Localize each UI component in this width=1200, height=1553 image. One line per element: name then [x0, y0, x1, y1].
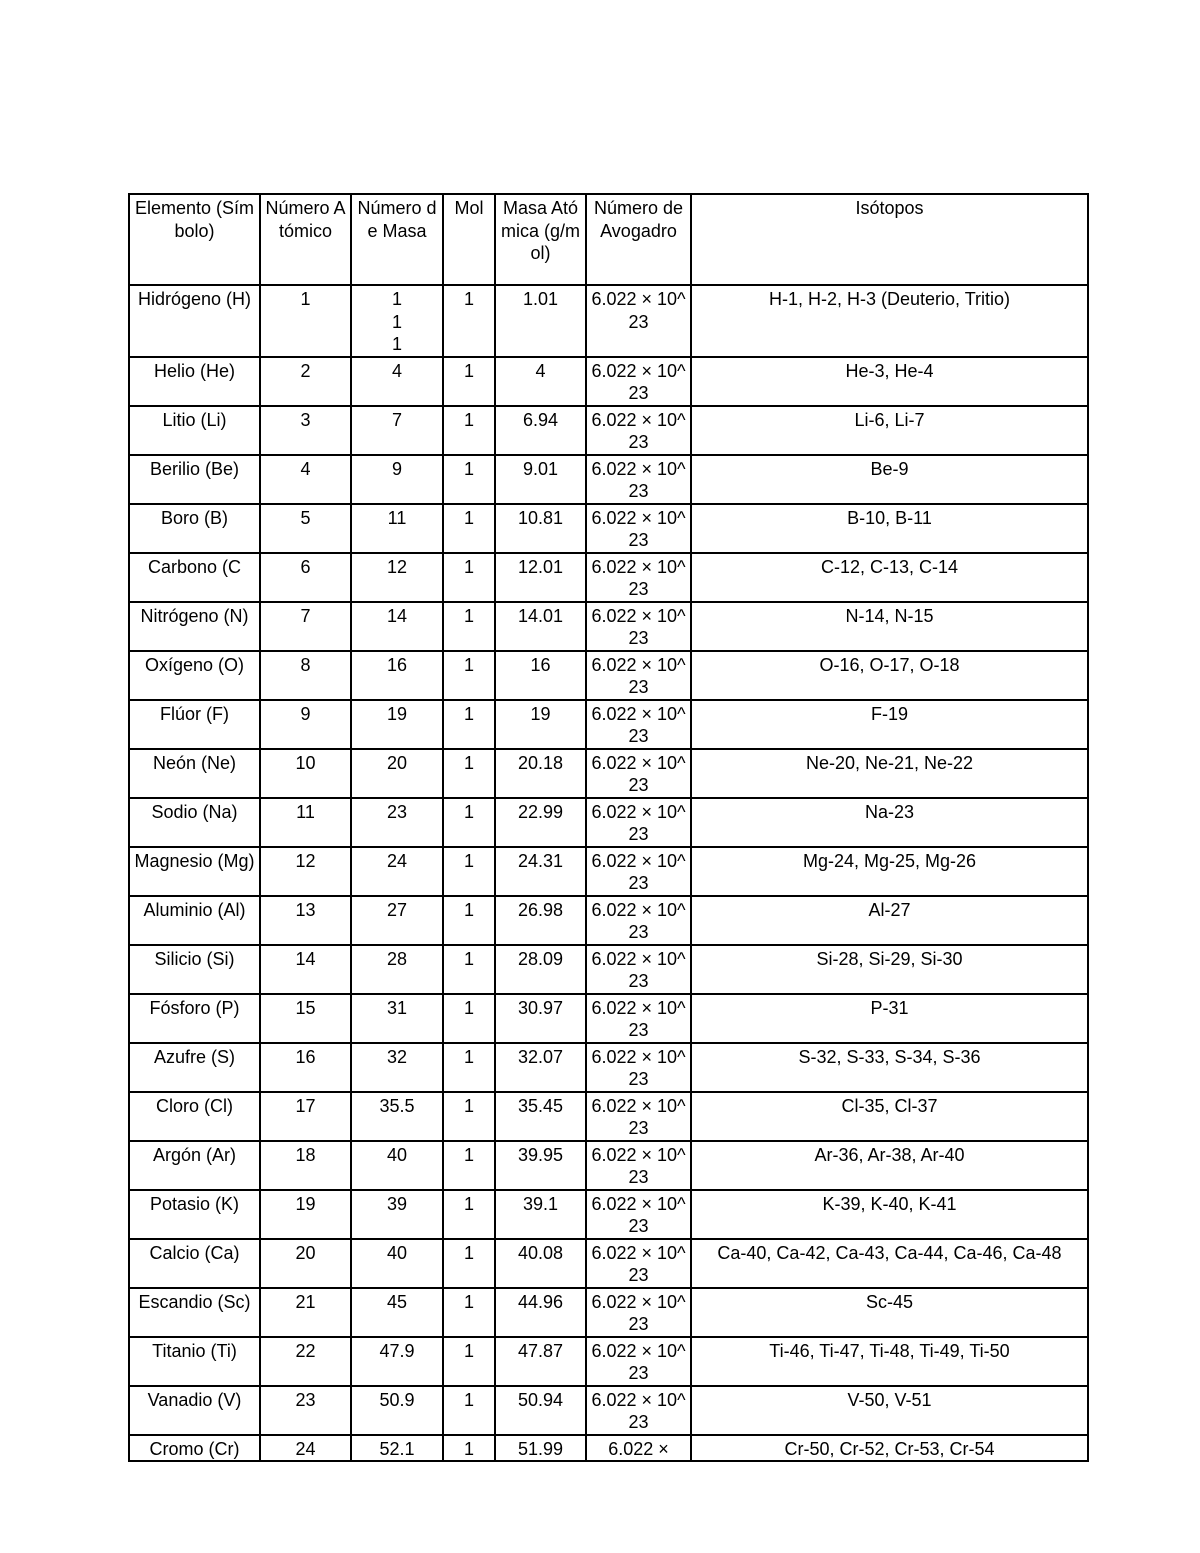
table-row [129, 1435, 1088, 1462]
table-row [129, 504, 1088, 553]
table-row [129, 749, 1088, 798]
cell-elemento: Vanadio (V) [129, 1386, 260, 1435]
table-row [129, 896, 1088, 945]
cell-isotopos: S-32, S-33, S-34, S-36 [691, 1043, 1088, 1092]
cell-mol: 1 [443, 749, 495, 798]
cell-masa-atomica: 9.01 [495, 455, 586, 504]
cell-mol: 1 [443, 700, 495, 749]
cell-numero-de-masa: 16 [351, 651, 443, 700]
cell-numero-de-masa: 19 [351, 700, 443, 749]
cell-numero-atomico: 15 [260, 994, 351, 1043]
cell-elemento: Flúor (F) [129, 700, 260, 749]
cell-isotopos: Cl-35, Cl-37 [691, 1092, 1088, 1141]
cell-numero-de-avogadro: 6.022 × 10^23 [586, 847, 691, 896]
cell-isotopos: F-19 [691, 700, 1088, 749]
cell-numero-atomico: 19 [260, 1190, 351, 1239]
cell-mol: 1 [443, 285, 495, 357]
cell-masa-atomica: 35.45 [495, 1092, 586, 1141]
cell-numero-de-masa: 24 [351, 847, 443, 896]
cell-numero-de-avogadro: 6.022 × 10^23 [586, 1190, 691, 1239]
cell-numero-de-avogadro: 6.022 × 10^23 [586, 945, 691, 994]
cell-numero-atomico: 6 [260, 553, 351, 602]
cell-elemento: Calcio (Ca) [129, 1239, 260, 1288]
cell-elemento: Fósforo (P) [129, 994, 260, 1043]
cell-numero-de-masa: 7 [351, 406, 443, 455]
cell-mol: 1 [443, 406, 495, 455]
cell-mol: 1 [443, 945, 495, 994]
table-header-row [129, 194, 1088, 285]
cell-masa-atomica: 6.94 [495, 406, 586, 455]
cell-isotopos: H-1, H-2, H-3 (Deuterio, Tritio) [691, 285, 1088, 357]
cell-numero-de-masa: 20 [351, 749, 443, 798]
cell-mol: 1 [443, 1386, 495, 1435]
cell-elemento: Nitrógeno (N) [129, 602, 260, 651]
table-row [129, 847, 1088, 896]
cell-masa-atomica: 1.01 [495, 285, 586, 357]
header-numero-de-masa: Número de Masa [351, 194, 443, 285]
cell-numero-de-avogadro: 6.022 × 10^23 [586, 896, 691, 945]
cell-masa-atomica: 47.87 [495, 1337, 586, 1386]
cell-numero-atomico: 9 [260, 700, 351, 749]
header-numero-atomico: Número Atómico [260, 194, 351, 285]
cell-elemento: Argón (Ar) [129, 1141, 260, 1190]
cell-elemento: Neón (Ne) [129, 749, 260, 798]
cell-masa-atomica: 4 [495, 357, 586, 406]
table-row [129, 1141, 1088, 1190]
cell-isotopos: O-16, O-17, O-18 [691, 651, 1088, 700]
cell-numero-de-avogadro: 6.022 × 10^23 [586, 1386, 691, 1435]
table-row [129, 994, 1088, 1043]
cell-isotopos: Ne-20, Ne-21, Ne-22 [691, 749, 1088, 798]
elements-table [128, 193, 1089, 1462]
cell-masa-atomica: 26.98 [495, 896, 586, 945]
cell-isotopos: Ca-40, Ca-42, Ca-43, Ca-44, Ca-46, Ca-48 [691, 1239, 1088, 1288]
cell-numero-de-avogadro: 6.022 × 10^23 [586, 1337, 691, 1386]
table-row [129, 1092, 1088, 1141]
cell-isotopos: P-31 [691, 994, 1088, 1043]
cell-numero-de-avogadro: 6.022 × 10^23 [586, 602, 691, 651]
cell-numero-atomico: 1 [260, 285, 351, 357]
cell-numero-atomico: 3 [260, 406, 351, 455]
cell-isotopos: Na-23 [691, 798, 1088, 847]
cell-isotopos: N-14, N-15 [691, 602, 1088, 651]
cell-isotopos: B-10, B-11 [691, 504, 1088, 553]
cell-numero-de-masa: 45 [351, 1288, 443, 1337]
cell-numero-de-avogadro: 6.022 × 10^23 [586, 406, 691, 455]
cell-isotopos: He-3, He-4 [691, 357, 1088, 406]
cell-numero-de-masa: 4 [351, 357, 443, 406]
cell-mol: 1 [443, 1435, 495, 1462]
cell-numero-atomico: 16 [260, 1043, 351, 1092]
cell-masa-atomica: 12.01 [495, 553, 586, 602]
cell-numero-de-masa: 23 [351, 798, 443, 847]
cell-numero-de-masa: 28 [351, 945, 443, 994]
cell-isotopos: Sc-45 [691, 1288, 1088, 1337]
cell-elemento: Hidrógeno (H) [129, 285, 260, 357]
cell-masa-atomica: 40.08 [495, 1239, 586, 1288]
cell-isotopos: Ti-46, Ti-47, Ti-48, Ti-49, Ti-50 [691, 1337, 1088, 1386]
cell-numero-atomico: 17 [260, 1092, 351, 1141]
cell-numero-atomico: 23 [260, 1386, 351, 1435]
cell-isotopos: V-50, V-51 [691, 1386, 1088, 1435]
table-row [129, 1190, 1088, 1239]
cell-masa-atomica: 50.94 [495, 1386, 586, 1435]
cell-mol: 1 [443, 455, 495, 504]
cell-numero-de-masa: 40 [351, 1239, 443, 1288]
cell-elemento: Aluminio (Al) [129, 896, 260, 945]
cell-masa-atomica: 16 [495, 651, 586, 700]
table-row [129, 406, 1088, 455]
cell-isotopos: K-39, K-40, K-41 [691, 1190, 1088, 1239]
cell-numero-de-masa: 27 [351, 896, 443, 945]
table-row [129, 553, 1088, 602]
cell-elemento: Oxígeno (O) [129, 651, 260, 700]
cell-masa-atomica: 28.09 [495, 945, 586, 994]
cell-numero-de-avogadro: 6.022 × 10^23 [586, 553, 691, 602]
cell-mol: 1 [443, 1288, 495, 1337]
cell-numero-de-masa: 31 [351, 994, 443, 1043]
cell-masa-atomica: 19 [495, 700, 586, 749]
cell-numero-de-masa: 47.9 [351, 1337, 443, 1386]
cell-masa-atomica: 44.96 [495, 1288, 586, 1337]
cell-numero-de-masa: 1 1 1 [351, 285, 443, 357]
cell-numero-atomico: 10 [260, 749, 351, 798]
table-row [129, 1288, 1088, 1337]
cell-masa-atomica: 32.07 [495, 1043, 586, 1092]
header-numero-de-avogadro: Número de Avogadro [586, 194, 691, 285]
cell-masa-atomica: 20.18 [495, 749, 586, 798]
cell-numero-de-avogadro: 6.022 × [586, 1435, 691, 1462]
cell-elemento: Silicio (Si) [129, 945, 260, 994]
cell-isotopos: Ar-36, Ar-38, Ar-40 [691, 1141, 1088, 1190]
cell-numero-de-masa: 39 [351, 1190, 443, 1239]
cell-numero-de-avogadro: 6.022 × 10^23 [586, 504, 691, 553]
cell-mol: 1 [443, 1239, 495, 1288]
cell-numero-atomico: 22 [260, 1337, 351, 1386]
cell-elemento: Sodio (Na) [129, 798, 260, 847]
cell-mol: 1 [443, 1092, 495, 1141]
cell-numero-de-masa: 52.1 [351, 1435, 443, 1462]
cell-numero-de-masa: 40 [351, 1141, 443, 1190]
header-masa-atomica: Masa Atómica (g/mol) [495, 194, 586, 285]
cell-elemento: Cromo (Cr) [129, 1435, 260, 1462]
table-row [129, 357, 1088, 406]
cell-masa-atomica: 30.97 [495, 994, 586, 1043]
cell-numero-de-avogadro: 6.022 × 10^23 [586, 1288, 691, 1337]
cell-numero-de-avogadro: 6.022 × 10^23 [586, 700, 691, 749]
cell-numero-atomico: 14 [260, 945, 351, 994]
table-row [129, 1043, 1088, 1092]
cell-elemento: Berilio (Be) [129, 455, 260, 504]
cell-numero-de-avogadro: 6.022 × 10^23 [586, 798, 691, 847]
cell-mol: 1 [443, 357, 495, 406]
cell-mol: 1 [443, 994, 495, 1043]
cell-numero-atomico: 11 [260, 798, 351, 847]
cell-mol: 1 [443, 1337, 495, 1386]
cell-numero-de-masa: 11 [351, 504, 443, 553]
cell-isotopos: Be-9 [691, 455, 1088, 504]
cell-numero-de-avogadro: 6.022 × 10^23 [586, 1092, 691, 1141]
cell-masa-atomica: 51.99 [495, 1435, 586, 1462]
cell-elemento: Carbono (C [129, 553, 260, 602]
cell-numero-de-avogadro: 6.022 × 10^23 [586, 1141, 691, 1190]
cell-numero-atomico: 2 [260, 357, 351, 406]
cell-numero-atomico: 4 [260, 455, 351, 504]
cell-mol: 1 [443, 1141, 495, 1190]
cell-numero-de-masa: 35.5 [351, 1092, 443, 1141]
header-isotopos: Isótopos [691, 194, 1088, 285]
cell-numero-de-avogadro: 6.022 × 10^23 [586, 749, 691, 798]
cell-elemento: Potasio (K) [129, 1190, 260, 1239]
cell-numero-atomico: 13 [260, 896, 351, 945]
cell-numero-de-avogadro: 6.022 × 10^23 [586, 285, 691, 357]
cell-elemento: Azufre (S) [129, 1043, 260, 1092]
cell-isotopos: Li-6, Li-7 [691, 406, 1088, 455]
cell-isotopos: Cr-50, Cr-52, Cr-53, Cr-54 [691, 1435, 1088, 1462]
cell-elemento: Escandio (Sc) [129, 1288, 260, 1337]
cell-mol: 1 [443, 553, 495, 602]
cell-numero-de-avogadro: 6.022 × 10^23 [586, 994, 691, 1043]
cell-numero-de-masa: 12 [351, 553, 443, 602]
table-row [129, 700, 1088, 749]
cell-masa-atomica: 39.1 [495, 1190, 586, 1239]
cell-isotopos: C-12, C-13, C-14 [691, 553, 1088, 602]
cell-mol: 1 [443, 1190, 495, 1239]
cell-numero-de-masa: 9 [351, 455, 443, 504]
cell-numero-atomico: 5 [260, 504, 351, 553]
cell-elemento: Litio (Li) [129, 406, 260, 455]
table-row [129, 1239, 1088, 1288]
cell-isotopos: Al-27 [691, 896, 1088, 945]
cell-mol: 1 [443, 651, 495, 700]
cell-masa-atomica: 22.99 [495, 798, 586, 847]
table-row [129, 602, 1088, 651]
table-row [129, 651, 1088, 700]
cell-numero-atomico: 21 [260, 1288, 351, 1337]
header-elemento: Elemento (Símbolo) [129, 194, 260, 285]
cell-elemento: Titanio (Ti) [129, 1337, 260, 1386]
cell-masa-atomica: 10.81 [495, 504, 586, 553]
table-row [129, 798, 1088, 847]
table-row [129, 1337, 1088, 1386]
cell-elemento: Magnesio (Mg) [129, 847, 260, 896]
cell-mol: 1 [443, 896, 495, 945]
cell-numero-de-avogadro: 6.022 × 10^23 [586, 1043, 691, 1092]
table-body [129, 285, 1088, 1461]
cell-elemento: Cloro (Cl) [129, 1092, 260, 1141]
cell-numero-de-masa: 50.9 [351, 1386, 443, 1435]
cell-numero-de-avogadro: 6.022 × 10^23 [586, 455, 691, 504]
cell-numero-de-avogadro: 6.022 × 10^23 [586, 1239, 691, 1288]
cell-numero-de-masa: 32 [351, 1043, 443, 1092]
table-row [129, 945, 1088, 994]
cell-mol: 1 [443, 847, 495, 896]
cell-numero-atomico: 12 [260, 847, 351, 896]
cell-elemento: Helio (He) [129, 357, 260, 406]
cell-mol: 1 [443, 1043, 495, 1092]
cell-mol: 1 [443, 504, 495, 553]
cell-numero-atomico: 18 [260, 1141, 351, 1190]
cell-masa-atomica: 24.31 [495, 847, 586, 896]
cell-isotopos: Si-28, Si-29, Si-30 [691, 945, 1088, 994]
cell-numero-atomico: 24 [260, 1435, 351, 1462]
cell-numero-de-masa: 14 [351, 602, 443, 651]
cell-numero-de-avogadro: 6.022 × 10^23 [586, 357, 691, 406]
cell-mol: 1 [443, 798, 495, 847]
cell-numero-atomico: 20 [260, 1239, 351, 1288]
cell-masa-atomica: 14.01 [495, 602, 586, 651]
cell-elemento: Boro (B) [129, 504, 260, 553]
cell-mol: 1 [443, 602, 495, 651]
cell-numero-atomico: 7 [260, 602, 351, 651]
table-row [129, 1386, 1088, 1435]
cell-masa-atomica: 39.95 [495, 1141, 586, 1190]
header-mol: Mol [443, 194, 495, 285]
cell-numero-de-avogadro: 6.022 × 10^23 [586, 651, 691, 700]
cell-numero-atomico: 8 [260, 651, 351, 700]
cell-isotopos: Mg-24, Mg-25, Mg-26 [691, 847, 1088, 896]
table-row [129, 285, 1088, 357]
table-row [129, 455, 1088, 504]
